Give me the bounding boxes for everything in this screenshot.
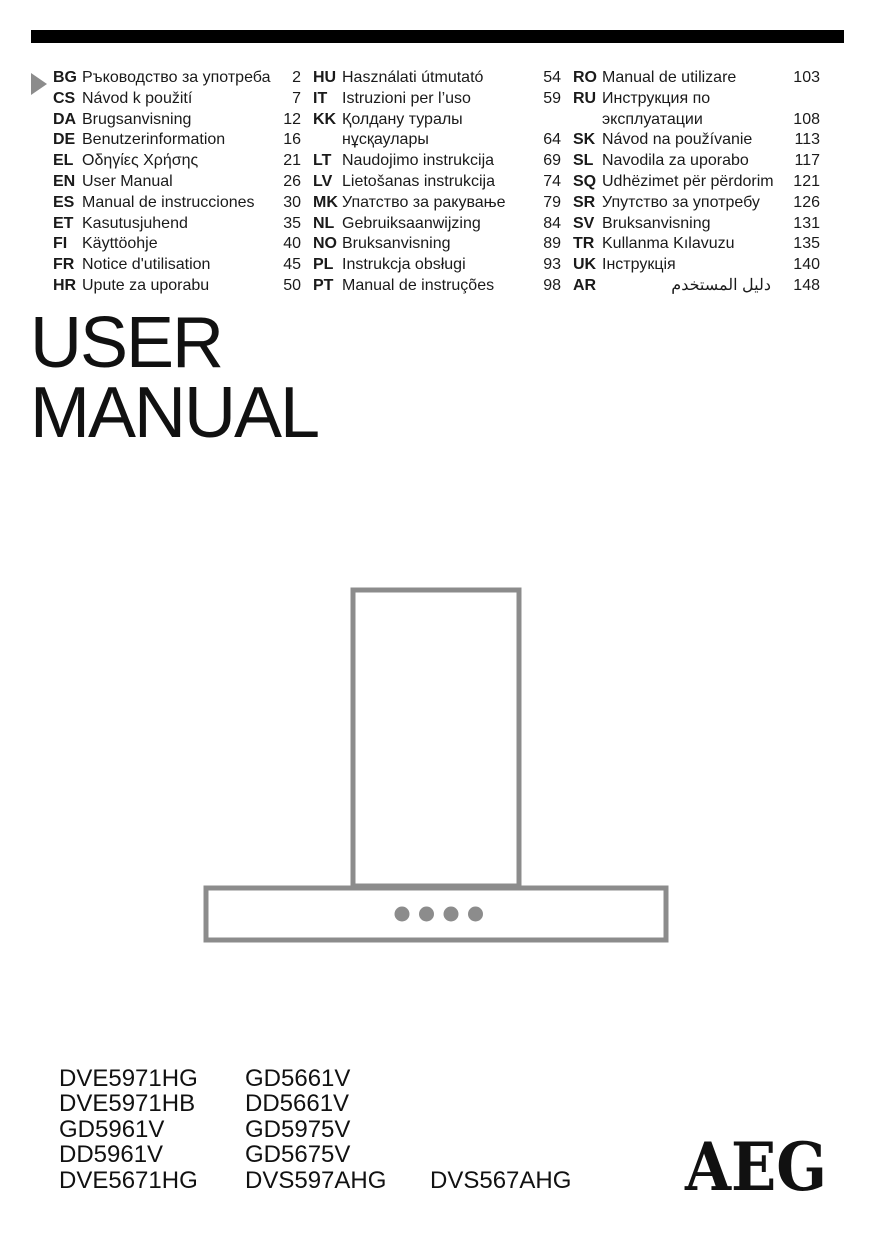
language-code: LT [313,152,332,170]
control-dot [444,907,459,922]
manual-title: Kullanma Kılavuzu [602,235,735,253]
language-code: SV [573,214,595,232]
manual-title: Қолдану туралы [342,110,463,128]
manual-title: Instrukcja obsługi [342,256,466,274]
manual-title: Navodila za uporabo [602,152,749,170]
model-list-column-1 [59,1066,198,1193]
page-number: 98 [543,276,561,294]
language-code: AR [573,276,597,294]
manual-title: Benutzerinformation [82,131,226,149]
page-number: 7 [292,89,301,107]
control-buttons [395,907,484,922]
manual-title: دليل المستخدم [671,276,771,294]
language-code: ET [53,214,74,232]
language-code: DE [53,131,76,149]
manual-title: Ръководство за употреба [82,69,271,86]
manual-title: Naudojimo instrukcija [342,152,495,170]
manual-title: Инструкция по [602,89,711,107]
manual-title: Manual de instrucciones [82,193,255,211]
language-code: SL [573,152,594,170]
page-number: 108 [793,110,820,128]
language-code: NO [313,235,337,253]
manual-title: Manual de instruções [342,276,495,294]
page-number: 131 [793,214,820,232]
manual-title: Οδηγίες Χρήσης [82,152,199,170]
model-number: DVE5971HB [59,1090,196,1118]
page-number: 16 [283,131,301,149]
manual-title: нұсқаулары [342,131,429,149]
manual-title: эксплуатации [602,110,703,128]
page-number: 74 [543,172,561,190]
language-code: MK [313,193,338,211]
model-number: DVS597AHG [245,1166,387,1194]
model-number: DVS567AHG [430,1166,572,1194]
language-code: FI [53,235,68,253]
language-code: PT [313,276,334,294]
model-number: GD5661V [245,1065,351,1092]
manual-title: Упутство за употребу [602,193,760,211]
language-code: BG [53,69,77,86]
language-code: HU [313,69,337,86]
language-code: SK [573,131,596,149]
page-number: 2 [292,69,301,86]
page-number: 26 [283,172,301,190]
model-number: GD5961V [59,1115,165,1143]
control-dot [468,907,483,922]
manual-title: Kasutusjuhend [82,214,188,232]
language-code: RU [573,89,597,107]
page-number: 113 [794,131,820,149]
manual-title: Istruzioni per l’uso [342,89,471,107]
model-list-column-2 [245,1066,386,1193]
manual-title: Bruksanvisning [602,214,711,232]
page-number: 59 [543,89,561,107]
title-line-1: USER [30,303,223,383]
page-number: 21 [283,152,301,170]
manual-title: Udhëzimet për përdorim [602,172,774,190]
page-number: 93 [543,256,561,274]
manual-title: Інструкція [602,256,676,274]
manual-title: Upute za uporabu [82,276,210,294]
model-number: DVE5971HG [59,1065,198,1092]
model-number: GD5975V [245,1115,351,1143]
language-code: SQ [573,172,597,190]
page-number: 64 [543,131,561,149]
language-code: KK [313,110,337,128]
page-number: 135 [793,235,820,253]
page-number: 35 [283,214,301,232]
page-number: 126 [793,193,820,211]
page-number: 103 [793,69,820,86]
page-number: 148 [793,276,820,294]
page-number: 30 [283,193,301,211]
page-number: 140 [793,256,820,274]
hood-canopy [206,888,666,940]
page-number: 45 [283,256,301,274]
language-code: EL [53,152,74,170]
language-code: UK [573,256,597,274]
manual-title: Návod na používanie [602,131,753,149]
model-number: DD5961V [59,1141,164,1169]
language-code: NL [313,214,335,232]
page-number: 40 [283,235,301,253]
language-code: FR [53,256,75,274]
manual-title: Lietošanas instrukcija [342,172,495,190]
model-number: GD5675V [245,1141,351,1169]
control-dot [395,907,410,922]
manual-title: Notice d'utilisation [82,256,211,274]
aeg-logo [684,1134,828,1196]
model-number: DVE5671HG [59,1166,198,1194]
page-number: 50 [283,276,301,294]
manual-title: Gebruiksaanwijzing [342,214,481,232]
language-code: TR [573,235,595,253]
title-line-2: MANUAL [30,373,319,453]
page-number: 69 [543,152,561,170]
page-number: 84 [543,214,561,232]
language-code: IT [313,89,328,107]
language-code: LV [313,172,333,190]
manual-title: Käyttöohje [82,235,158,253]
page-number: 117 [794,152,820,170]
language-code: HR [53,276,77,294]
model-number: DD5661V [245,1090,350,1118]
manual-title: Használati útmutató [342,69,484,86]
language-code: PL [313,256,334,274]
manual-title: User Manual [82,172,173,190]
language-code: SR [573,193,596,211]
hood-chimney [353,590,519,886]
manual-title: Manual de utilizare [602,69,737,86]
page-number: 12 [283,110,301,128]
manual-title: Brugsanvisning [82,110,192,128]
page-number: 79 [543,193,561,211]
logo-text: AEG [684,1134,827,1196]
language-code: DA [53,110,77,128]
language-code: EN [53,172,76,190]
language-code: CS [53,89,76,107]
page-number: 89 [543,235,561,253]
page-number: 121 [793,172,820,190]
language-code: ES [53,193,75,211]
manual-title: Bruksanvisning [342,235,451,253]
manual-title: Упатство за ракување [342,193,506,211]
manual-title: Návod k použití [82,89,193,107]
model-list-column-3 [430,1168,571,1193]
control-dot [419,907,434,922]
page-number: 54 [543,69,561,86]
language-code: RO [573,69,597,86]
